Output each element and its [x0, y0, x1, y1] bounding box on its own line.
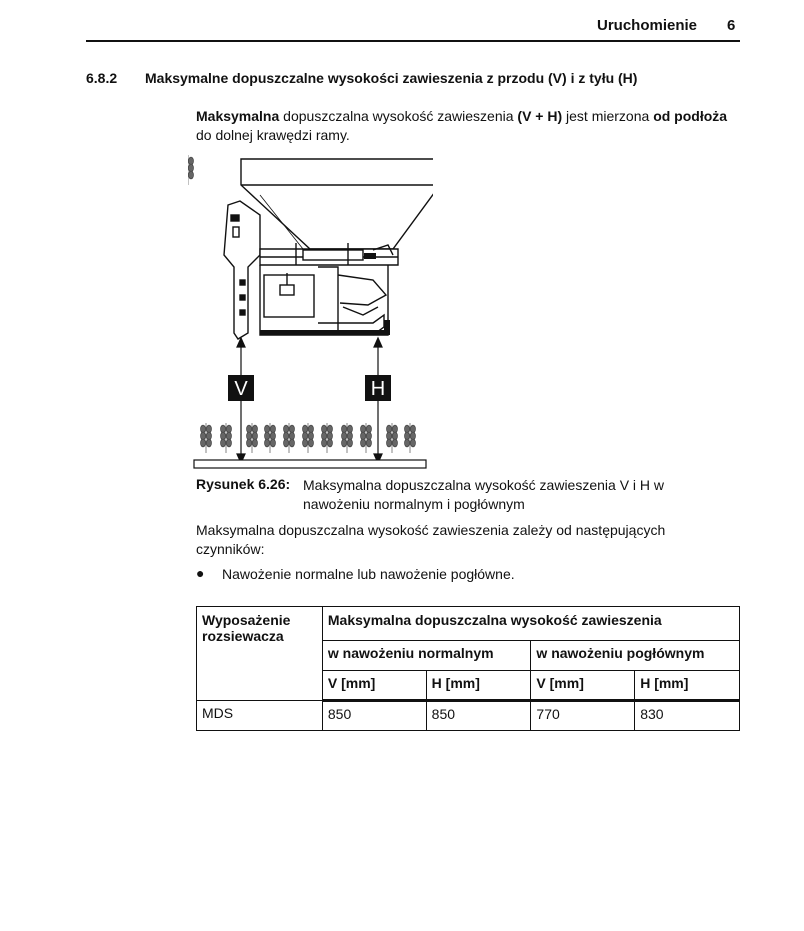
value-cell: 830	[635, 701, 740, 731]
subheader-topdress: w nawożeniu pogłównym	[531, 641, 740, 671]
figure-caption-label: Rysunek 6.26:	[196, 476, 291, 492]
unit-header: V [mm]	[531, 671, 635, 701]
value-cell: 770	[531, 701, 635, 731]
section-number: 6.8.2	[86, 70, 118, 86]
table-row	[197, 701, 740, 731]
rear-height-label: H	[370, 378, 386, 400]
col-header-equipment: Wyposażenie rozsiewacza	[197, 607, 323, 701]
figure-caption-text: Maksymalna dopuszczalna wysokość zawieszenia V i H w nawożeniu normalnym i pogłównym	[303, 477, 665, 512]
unit-header: H [mm]	[426, 671, 531, 701]
hitch-height-table	[196, 606, 740, 731]
running-header-title: Uruchomienie	[597, 17, 698, 34]
equipment-cell: MDS	[197, 701, 323, 731]
front-height-label: V	[234, 378, 248, 400]
section-title: Maksymalne dopuszczalne wysokości zawieszenia z przodu (V) i z tyłu (H)	[145, 70, 638, 86]
header-divider	[86, 40, 740, 42]
bullet-item: Nawożenie normalne lub nawożenie pogłówne.	[222, 566, 515, 582]
group-header-max-height: Maksymalna dopuszczalna wysokość zawieszenia	[322, 607, 739, 641]
unit-header: H [mm]	[635, 671, 740, 701]
subheader-normal: w nawożeniu normalnym	[322, 641, 531, 671]
spreader-hitch-height-figure	[188, 155, 433, 475]
bullet-marker: ●	[196, 565, 205, 581]
body-paragraph: Maksymalna dopuszczalna wysokość zawieszenia zależy od następujących czynników:	[196, 522, 666, 557]
intro-paragraph: Maksymalna dopuszczalna wysokość zawieszenia (V + H) jest mierzona od podłoża do dolnej krawędzi ramy.	[196, 108, 728, 143]
chapter-number: 6	[727, 17, 736, 34]
ground	[194, 460, 426, 468]
value-cell: 850	[426, 701, 531, 731]
unit-header: V [mm]	[322, 671, 426, 701]
value-cell: 850	[322, 701, 426, 731]
